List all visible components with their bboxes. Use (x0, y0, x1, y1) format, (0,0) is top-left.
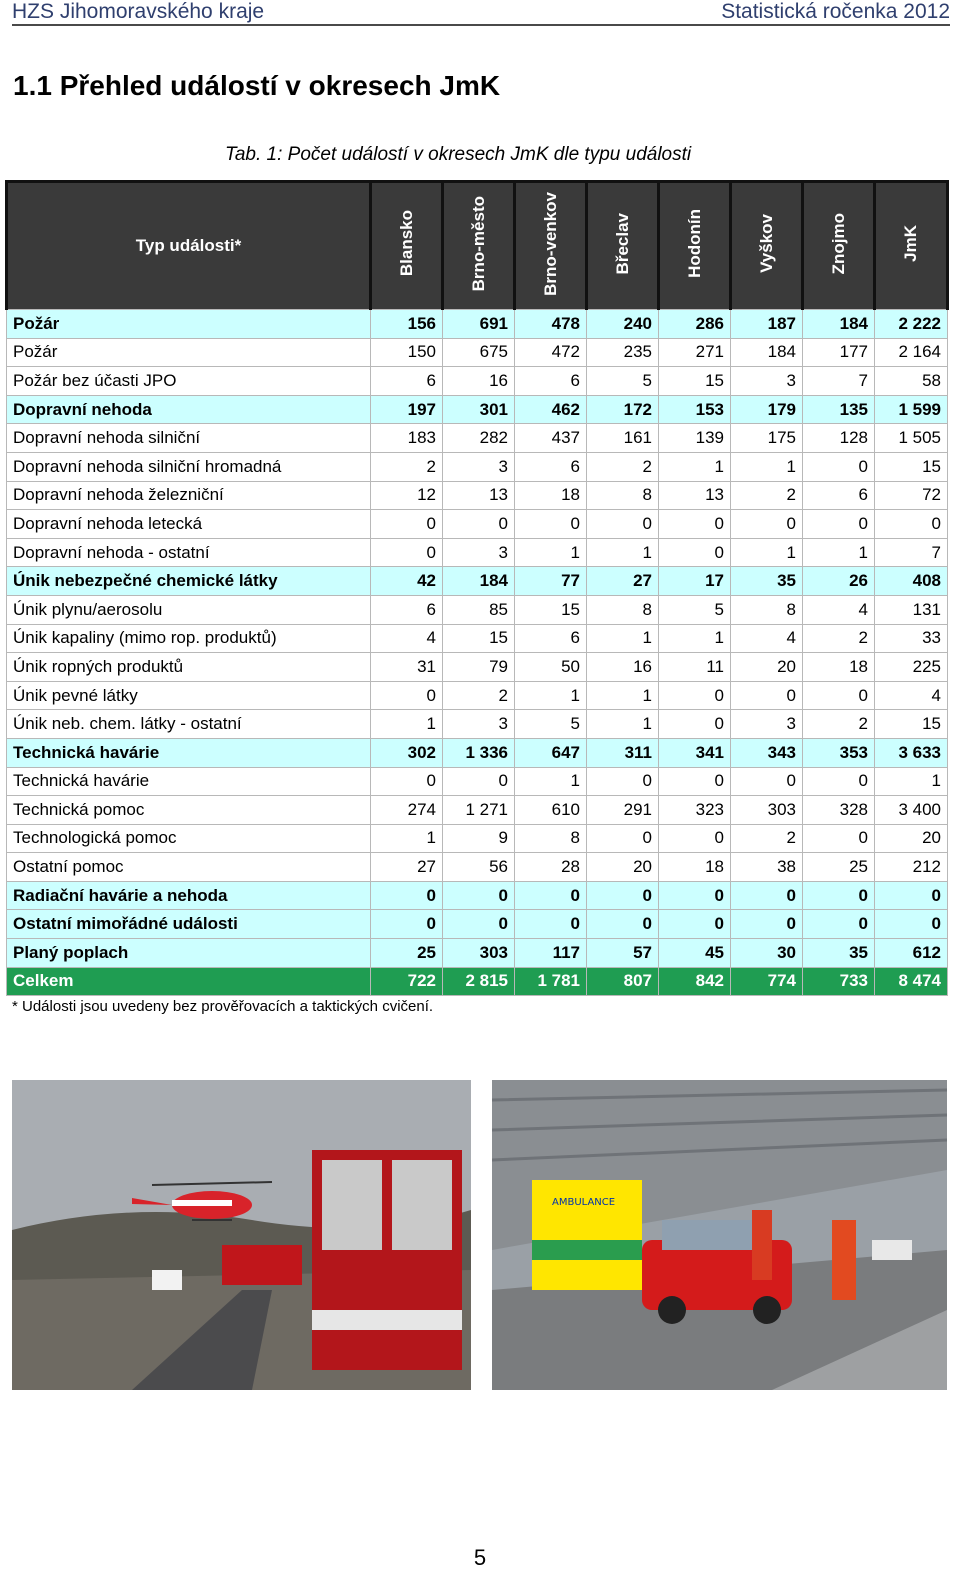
table-cell: 15 (875, 452, 948, 481)
table-cell: 1 (515, 538, 587, 567)
table-cell: 0 (587, 767, 659, 796)
table-cell: 1 (587, 710, 659, 739)
table-row (7, 853, 948, 882)
table-cell: 240 (587, 310, 659, 339)
table-cell: 3 (443, 538, 515, 567)
table-cell: 7 (875, 538, 948, 567)
table-cell: 33 (875, 624, 948, 653)
table-cell: 0 (371, 538, 443, 567)
table-cell: 1 (659, 624, 731, 653)
table-cell: 0 (875, 881, 948, 910)
table-cell: 15 (875, 710, 948, 739)
table-cell: 0 (731, 510, 803, 539)
table-cell: 1 271 (443, 796, 515, 825)
table-cell: 79 (443, 653, 515, 682)
column-header: Blansko (371, 182, 443, 310)
table-cell: 303 (731, 796, 803, 825)
table-cell: 4 (731, 624, 803, 653)
table-cell: 150 (371, 338, 443, 367)
table-cell: 6 (515, 624, 587, 653)
table-cell: 1 (515, 767, 587, 796)
table-cell: 286 (659, 310, 731, 339)
table-cell: 1 (659, 452, 731, 481)
table-cell: 197 (371, 395, 443, 424)
table-cell: 6 (371, 367, 443, 396)
table-row (7, 595, 948, 624)
table-cell: 184 (803, 310, 875, 339)
row-label: Dopravní nehoda železniční (7, 481, 371, 510)
table-cell: 2 (731, 481, 803, 510)
table-cell: 77 (515, 567, 587, 596)
table-cell: 0 (659, 538, 731, 567)
table-row (7, 510, 948, 539)
row-label: Únik ropných produktů (7, 653, 371, 682)
row-label: Dopravní nehoda silniční (7, 424, 371, 453)
table-header-row (7, 182, 948, 310)
row-label: Technická pomoc (7, 796, 371, 825)
table-cell: 0 (587, 881, 659, 910)
row-label: Únik plynu/aerosolu (7, 595, 371, 624)
table-cell: 647 (515, 738, 587, 767)
table-cell: 7 (803, 367, 875, 396)
table-cell: 0 (731, 681, 803, 710)
table-cell: 5 (659, 595, 731, 624)
table-cell: 2 (443, 681, 515, 710)
table-cell: 0 (731, 767, 803, 796)
table-cell: 38 (731, 853, 803, 882)
table-cell: 235 (587, 338, 659, 367)
table-cell: 16 (443, 367, 515, 396)
table-cell: 57 (587, 939, 659, 968)
table-cell: 612 (875, 939, 948, 968)
table-cell: 175 (731, 424, 803, 453)
table-cell: 691 (443, 310, 515, 339)
row-label: Dopravní nehoda silniční hromadná (7, 452, 371, 481)
table-cell: 291 (587, 796, 659, 825)
table-cell: 5 (515, 710, 587, 739)
table-cell: 0 (515, 510, 587, 539)
table-cell: 184 (731, 338, 803, 367)
table-row (7, 395, 948, 424)
table-cell: 2 (731, 824, 803, 853)
photo-ambulance-tunnel-exercise (492, 1080, 947, 1390)
table-cell: 1 (803, 538, 875, 567)
table-cell: 0 (587, 910, 659, 939)
table-row (7, 910, 948, 939)
table-cell: 0 (803, 824, 875, 853)
table-cell: 0 (515, 910, 587, 939)
total-row (7, 967, 948, 996)
table-cell: 282 (443, 424, 515, 453)
table-cell: 0 (659, 910, 731, 939)
total-cell: 807 (587, 967, 659, 996)
table-cell: 1 505 (875, 424, 948, 453)
table-cell: 2 164 (875, 338, 948, 367)
row-label: Planý poplach (7, 939, 371, 968)
table-cell: 6 (515, 452, 587, 481)
table-cell: 408 (875, 567, 948, 596)
table-cell: 472 (515, 338, 587, 367)
header-yearbook-title: Statistická ročenka 2012 (721, 0, 950, 23)
table-cell: 0 (443, 881, 515, 910)
fire-truck-icon (312, 1150, 462, 1370)
table-cell: 1 (371, 824, 443, 853)
table-cell: 15 (659, 367, 731, 396)
table-row (7, 452, 948, 481)
table-cell: 675 (443, 338, 515, 367)
table-row (7, 796, 948, 825)
row-label: Požár (7, 338, 371, 367)
row-label: Dopravní nehoda letecká (7, 510, 371, 539)
column-header: Vyškov (731, 182, 803, 310)
table-cell: 274 (371, 796, 443, 825)
table-cell: 1 (587, 681, 659, 710)
table-cell: 1 (587, 538, 659, 567)
table-row (7, 481, 948, 510)
table-cell: 8 (731, 595, 803, 624)
table-row (7, 681, 948, 710)
table-cell: 183 (371, 424, 443, 453)
table-cell: 27 (587, 567, 659, 596)
table-cell: 301 (443, 395, 515, 424)
table-cell: 20 (731, 653, 803, 682)
table-cell: 302 (371, 738, 443, 767)
table-cell: 6 (515, 367, 587, 396)
table-cell: 0 (803, 767, 875, 796)
table-cell: 12 (371, 481, 443, 510)
header-organization: HZS Jihomoravského kraje (12, 0, 265, 23)
table-cell: 117 (515, 939, 587, 968)
table-cell: 0 (371, 910, 443, 939)
table-cell: 0 (731, 881, 803, 910)
row-label: Únik pevné látky (7, 681, 371, 710)
table-cell: 30 (731, 939, 803, 968)
row-label: Technická havárie (7, 767, 371, 796)
footnote: * Události jsou uvedeny bez prověřovacích a taktických cvičení. (12, 998, 434, 1015)
table-cell: 8 (587, 595, 659, 624)
table-row (7, 824, 948, 853)
table-cell: 3 (443, 710, 515, 739)
total-cell: 842 (659, 967, 731, 996)
table-cell: 353 (803, 738, 875, 767)
column-header: Břeclav (587, 182, 659, 310)
table-cell: 1 (587, 624, 659, 653)
table-cell: 0 (443, 767, 515, 796)
page-header (12, 0, 950, 26)
table-row (7, 881, 948, 910)
svg-text:AMBULANCE: AMBULANCE (552, 1197, 616, 1208)
row-label: Požár (7, 310, 371, 339)
row-label: Technologická pomoc (7, 824, 371, 853)
table-cell: 0 (587, 510, 659, 539)
row-label: Únik kapaliny (mimo rop. produktů) (7, 624, 371, 653)
table-cell: 0 (659, 767, 731, 796)
table-body (7, 310, 948, 996)
table-row (7, 767, 948, 796)
table-cell: 17 (659, 567, 731, 596)
table-cell: 610 (515, 796, 587, 825)
table-cell: 16 (587, 653, 659, 682)
row-label: Požár bez účasti JPO (7, 367, 371, 396)
table-cell: 0 (803, 881, 875, 910)
table-cell: 1 599 (875, 395, 948, 424)
table-cell: 72 (875, 481, 948, 510)
table-cell: 0 (371, 510, 443, 539)
total-cell: 2 815 (443, 967, 515, 996)
table-cell: 6 (803, 481, 875, 510)
row-label: Technická havárie (7, 738, 371, 767)
table-cell: 0 (371, 681, 443, 710)
table-cell: 184 (443, 567, 515, 596)
table-row (7, 338, 948, 367)
table-cell: 135 (803, 395, 875, 424)
table-row (7, 367, 948, 396)
table-cell: 13 (659, 481, 731, 510)
table-row (7, 567, 948, 596)
column-header-event-type: Typ události* (7, 182, 371, 310)
table-cell: 56 (443, 853, 515, 882)
table-cell: 343 (731, 738, 803, 767)
table-cell: 212 (875, 853, 948, 882)
table-cell: 25 (803, 853, 875, 882)
table-row (7, 310, 948, 339)
table-cell: 20 (875, 824, 948, 853)
table-cell: 27 (371, 853, 443, 882)
table-cell: 15 (515, 595, 587, 624)
table-cell: 85 (443, 595, 515, 624)
column-header: Hodonín (659, 182, 731, 310)
table-cell: 26 (803, 567, 875, 596)
table-cell: 161 (587, 424, 659, 453)
table-cell: 0 (659, 881, 731, 910)
table-cell: 0 (443, 910, 515, 939)
table-cell: 5 (587, 367, 659, 396)
table-cell: 303 (443, 939, 515, 968)
table-cell: 2 (803, 624, 875, 653)
table-cell: 50 (515, 653, 587, 682)
table-cell: 153 (659, 395, 731, 424)
table-cell: 0 (587, 824, 659, 853)
events-table (5, 180, 949, 996)
table-cell: 323 (659, 796, 731, 825)
table-cell: 3 633 (875, 738, 948, 767)
table-cell: 0 (443, 510, 515, 539)
total-cell: 722 (371, 967, 443, 996)
column-header: Brno-venkov (515, 182, 587, 310)
table-cell: 1 336 (443, 738, 515, 767)
table-cell: 172 (587, 395, 659, 424)
table-cell: 28 (515, 853, 587, 882)
table-cell: 128 (803, 424, 875, 453)
row-label: Ostatní pomoc (7, 853, 371, 882)
row-label: Únik neb. chem. látky - ostatní (7, 710, 371, 739)
table-cell: 3 400 (875, 796, 948, 825)
table-cell: 31 (371, 653, 443, 682)
table-cell: 311 (587, 738, 659, 767)
table-cell: 131 (875, 595, 948, 624)
table-cell: 1 (371, 710, 443, 739)
table-cell: 6 (371, 595, 443, 624)
row-label: Ostatní mimořádné události (7, 910, 371, 939)
table-cell: 177 (803, 338, 875, 367)
table-cell: 0 (803, 681, 875, 710)
table-cell: 0 (371, 881, 443, 910)
table-cell: 0 (731, 910, 803, 939)
table-cell: 3 (731, 367, 803, 396)
table-cell: 25 (371, 939, 443, 968)
photo-helicopter-accident-scene (12, 1080, 471, 1390)
table-cell: 8 (515, 824, 587, 853)
row-label: Dopravní nehoda - ostatní (7, 538, 371, 567)
table-cell: 0 (659, 824, 731, 853)
column-header: JmK (875, 182, 948, 310)
table-cell: 0 (875, 910, 948, 939)
ambulance-icon (532, 1180, 642, 1290)
table-cell: 328 (803, 796, 875, 825)
table-cell: 45 (659, 939, 731, 968)
table-cell: 478 (515, 310, 587, 339)
table-cell: 271 (659, 338, 731, 367)
table-cell: 179 (731, 395, 803, 424)
table-cell: 4 (875, 681, 948, 710)
table-cell: 1 (515, 681, 587, 710)
table-cell: 156 (371, 310, 443, 339)
table-cell: 0 (659, 681, 731, 710)
table-cell: 35 (731, 567, 803, 596)
table-cell: 13 (443, 481, 515, 510)
table-cell: 2 (587, 452, 659, 481)
table-cell: 187 (731, 310, 803, 339)
table-row (7, 653, 948, 682)
table-cell: 4 (803, 595, 875, 624)
table-cell: 0 (803, 452, 875, 481)
table-cell: 225 (875, 653, 948, 682)
row-label: Únik nebezpečné chemické látky (7, 567, 371, 596)
table-cell: 1 (731, 452, 803, 481)
table-cell: 35 (803, 939, 875, 968)
page-number: 5 (473, 1545, 487, 1570)
table-cell: 18 (515, 481, 587, 510)
section-title: 1.1 Přehled událostí v okresech JmK (13, 70, 501, 101)
total-cell: 733 (803, 967, 875, 996)
total-cell: 774 (731, 967, 803, 996)
table-row (7, 624, 948, 653)
table-cell: 0 (803, 510, 875, 539)
total-label: Celkem (7, 967, 371, 996)
table-cell: 341 (659, 738, 731, 767)
table-cell: 1 (731, 538, 803, 567)
table-cell: 4 (371, 624, 443, 653)
column-header: Znojmo (803, 182, 875, 310)
table-cell: 11 (659, 653, 731, 682)
table-cell: 0 (803, 910, 875, 939)
table-cell: 0 (515, 881, 587, 910)
table-cell: 3 (731, 710, 803, 739)
column-header: Brno-město (443, 182, 515, 310)
row-label: Radiační havárie a nehoda (7, 881, 371, 910)
table-cell: 0 (875, 510, 948, 539)
table-cell: 2 (371, 452, 443, 481)
table-cell: 0 (659, 710, 731, 739)
total-cell: 8 474 (875, 967, 948, 996)
table-cell: 3 (443, 452, 515, 481)
table-row (7, 424, 948, 453)
table-cell: 2 (803, 710, 875, 739)
table-cell: 42 (371, 567, 443, 596)
table-cell: 139 (659, 424, 731, 453)
table-cell: 15 (443, 624, 515, 653)
table-cell: 0 (371, 767, 443, 796)
table-cell: 58 (875, 367, 948, 396)
total-cell: 1 781 (515, 967, 587, 996)
table-cell: 1 (875, 767, 948, 796)
table-cell: 18 (659, 853, 731, 882)
table-cell: 0 (659, 510, 731, 539)
table-cell: 20 (587, 853, 659, 882)
row-label: Dopravní nehoda (7, 395, 371, 424)
table-row (7, 939, 948, 968)
table-cell: 462 (515, 395, 587, 424)
table-row (7, 738, 948, 767)
table-cell: 18 (803, 653, 875, 682)
table-cell: 9 (443, 824, 515, 853)
table-caption: Tab. 1: Počet událostí v okresech JmK dle typu události (225, 144, 692, 165)
table-cell: 2 222 (875, 310, 948, 339)
table-cell: 437 (515, 424, 587, 453)
table-row (7, 538, 948, 567)
table-cell: 8 (587, 481, 659, 510)
table-row (7, 710, 948, 739)
